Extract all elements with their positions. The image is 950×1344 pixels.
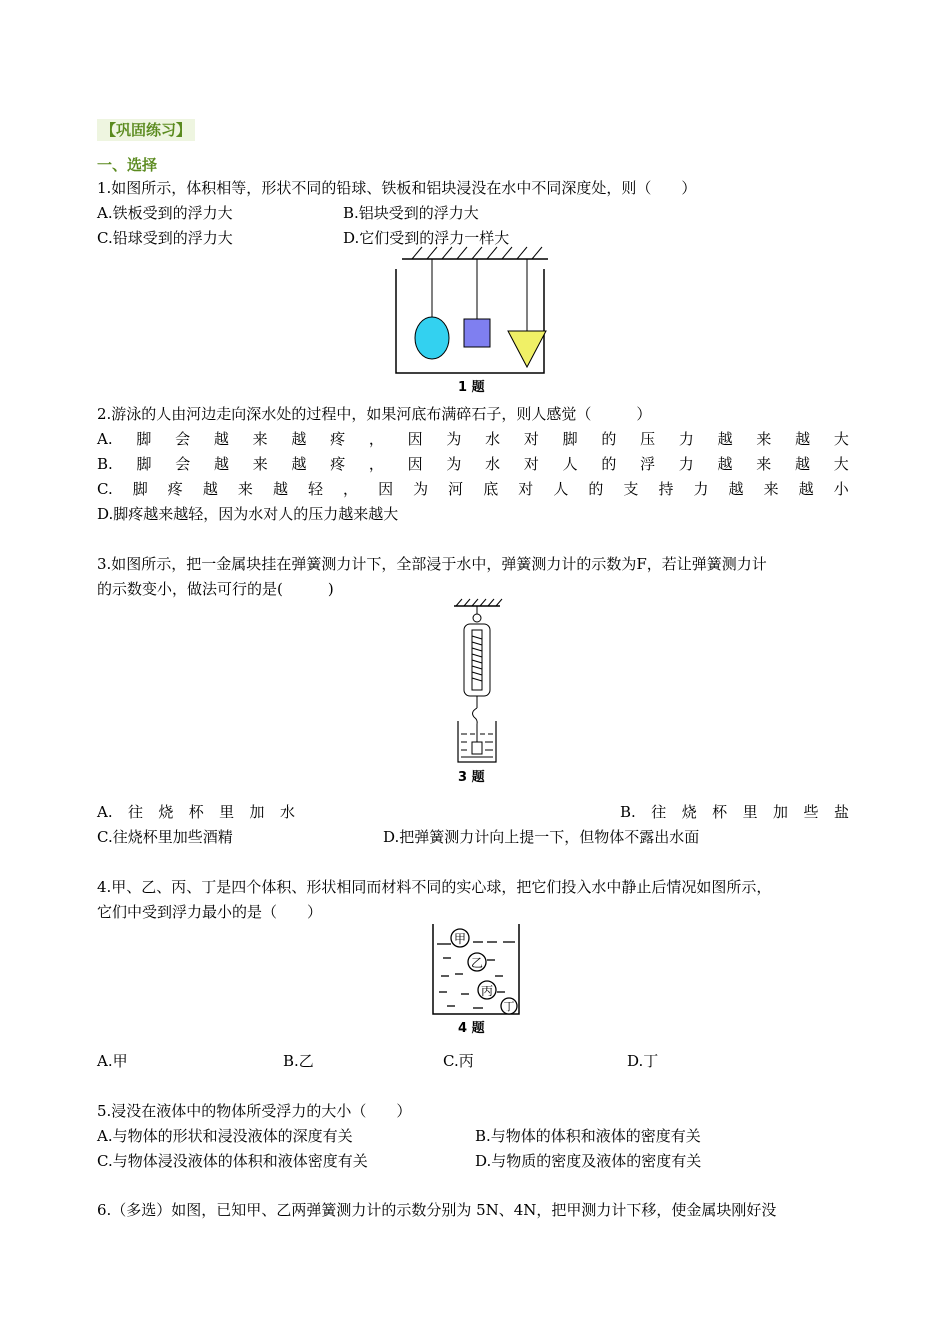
iron-plate-shape <box>464 319 490 347</box>
q1-option-c: C.铅球受到的浮力大 <box>97 229 233 247</box>
svg-text:甲: 甲 <box>453 932 467 946</box>
q4-figure <box>425 920 527 1020</box>
bottom-hook <box>473 708 478 724</box>
q2-stem: 2.游泳的人由河边走向深水处的过程中，如果河底布满碎石子，则人感觉（ ） <box>97 405 652 423</box>
q4-option-d: D.丁 <box>627 1052 659 1070</box>
q3-option-d: D.把弹簧测力计向上提一下，但物体不露出水面 <box>383 828 700 846</box>
q1-stem: 1.如图所示，体积相等，形状不同的铅球、铁板和铝块浸没在水中不同深度处，则（ ） <box>97 179 697 197</box>
ball-ding <box>501 998 517 1014</box>
q4-stem-line2: 它们中受到浮力最小的是（ ） <box>97 903 323 921</box>
metal-block <box>472 742 482 754</box>
q5-option-d: D.与物质的密度及液体的密度有关 <box>475 1152 702 1170</box>
q1-option-a: A.铁板受到的浮力大 <box>97 204 233 222</box>
q3-stem-line1: 3.如图所示，把一金属块挂在弹簧测力计下，全部浸于水中，弹簧测力计的示数为F，若让弹簧测力计 <box>97 555 767 573</box>
support-hatch <box>456 599 502 606</box>
spring-scale-body <box>464 624 490 696</box>
ball-bing <box>478 981 496 999</box>
q4-option-c: C.丙 <box>443 1052 474 1070</box>
q3-caption: 3 题 <box>458 770 485 785</box>
q2-option-a: A. 脚 会 越 来 越 疼 ， 因 为 水 对 脚 的 压 力 越 来 越 大 <box>97 430 849 448</box>
q6-stem: 6.（多选）如图，已知甲、乙两弹簧测力计的示数分别为 5N、4N，把甲测力计下移，使金属块刚好没 <box>97 1201 777 1219</box>
q4-water-lines <box>437 942 515 1008</box>
q3-option-c: C.往烧杯里加些酒精 <box>97 828 233 846</box>
lead-ball-shape <box>415 317 449 359</box>
svg-text:丙: 丙 <box>480 984 494 998</box>
top-ring <box>473 614 481 622</box>
q4-option-a: A.甲 <box>97 1052 128 1070</box>
q1-figure <box>390 245 560 397</box>
q3-option-b: B. 往 烧 杯 里 加 些 盐 <box>620 803 849 821</box>
q2-option-c: C. 脚 疼 越 来 越 轻 ， 因 为 河 底 对 人 的 支 持 力 越 来 越 小 <box>97 480 849 498</box>
svg-text:丁: 丁 <box>503 1000 515 1013</box>
section-title: 【巩固练习】 <box>97 119 195 140</box>
aluminum-block-shape <box>508 331 546 367</box>
q4-stem-line1: 4.甲、乙、丙、丁是四个体积、形状相同而材料不同的实心球，把它们投入水中静止后情况如图所示， <box>97 878 772 896</box>
q5-option-a: A.与物体的形状和浸没液体的深度有关 <box>97 1127 353 1145</box>
svg-text:乙: 乙 <box>470 956 484 970</box>
ball-yi <box>468 953 486 971</box>
q5-option-c: C.与物体浸没液体的体积和液体密度有关 <box>97 1152 368 1170</box>
q5-stem: 5.浸没在液体中的物体所受浮力的大小（ ） <box>97 1102 412 1120</box>
q3-stem-line2: 的示数变小，做法可行的是( ) <box>97 580 334 598</box>
subsection-title: 一、选择 <box>97 156 158 174</box>
q5-option-b: B.与物体的体积和液体的密度有关 <box>475 1127 701 1145</box>
q1-caption: 1 题 <box>458 380 485 395</box>
q4-option-b: B.乙 <box>283 1052 314 1070</box>
q2-option-d: D.脚疼越来越轻，因为水对人的压力越来越大 <box>97 505 399 523</box>
q1-option-b: B.铝块受到的浮力大 <box>343 204 479 222</box>
q3-figure <box>440 596 514 768</box>
ceiling-hatch <box>412 247 542 259</box>
q2-option-b: B. 脚 会 越 来 越 疼 ， 因 为 水 对 人 的 浮 力 越 来 越 大 <box>97 455 849 473</box>
q3-option-a: A. 往 烧 杯 里 加 水 <box>97 803 295 821</box>
q4-caption: 4 题 <box>458 1021 485 1036</box>
q1-option-d: D.它们受到的浮力一样大 <box>343 229 510 247</box>
ball-jia <box>451 929 469 947</box>
